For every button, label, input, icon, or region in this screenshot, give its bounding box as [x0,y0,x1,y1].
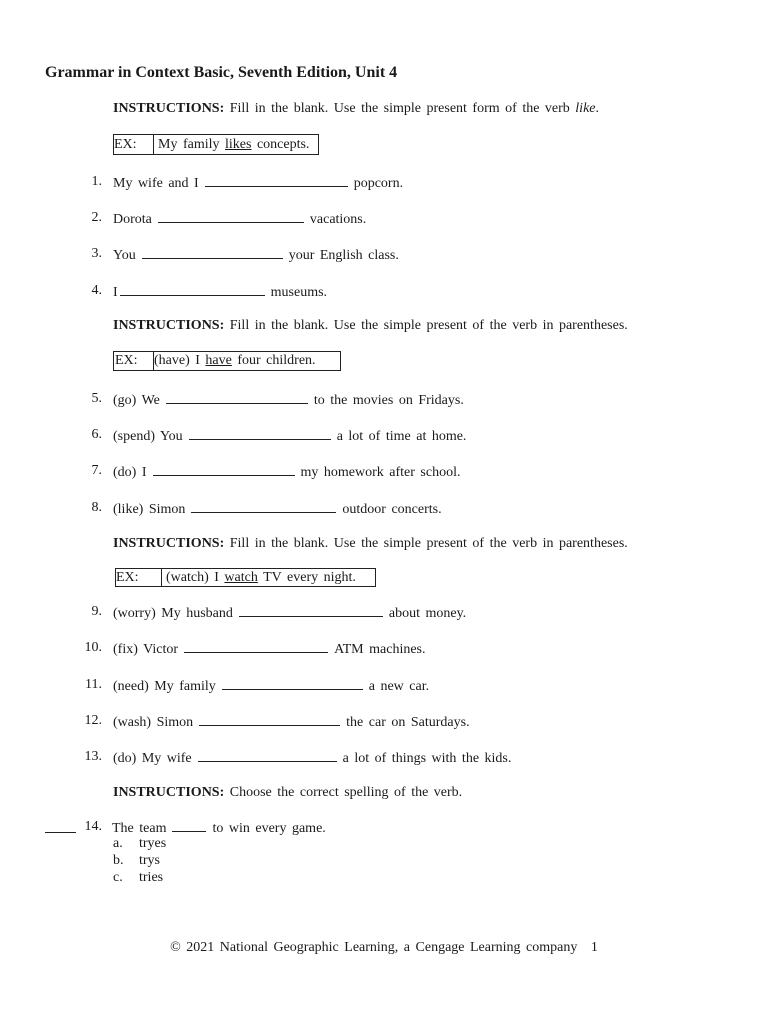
example-sentence: (watch) I watch TV every night. [166,569,356,585]
instructions-1: INSTRUCTIONS: Fill in the blank. Use the simple present form of the verb like. [113,101,600,116]
instructions-text: Fill in the blank. Use the simple present form of the verb [229,101,570,116]
example-label: EX: [116,569,162,586]
answer-blank[interactable] [199,713,340,726]
instructions-text: Fill in the blank. Use the simple present of the verb in parentheses. [229,318,628,333]
option-text: tries [139,870,164,885]
question-7: 7. (do) I my homework after school. [0,463,768,483]
option-letter: b. [113,853,124,868]
example-label: EX: [114,352,154,370]
question-9: 9. (worry) My husband about money. [0,604,768,624]
instructions-text: Fill in the blank. Use the simple present of the verb in parentheses. [229,536,628,551]
answer-blank[interactable] [142,246,283,259]
question-number: 1. [91,174,102,189]
question-3: 3. You your English class. [0,246,768,266]
page-title: Grammar in Context Basic, Seventh Edition, Unit 4 [45,64,398,81]
question-number: 13. [84,749,102,764]
answer-blank[interactable] [172,819,206,832]
question-number: 6. [91,427,102,442]
instructions-4 [113,785,462,801]
question-number: 3. [91,246,102,261]
question-11: 11. (need) My family a new car. [0,677,768,697]
question-number: 10. [84,640,102,655]
option-letter: a. [113,836,123,851]
example-answer: likes [225,136,252,152]
question-number: 8. [91,500,102,515]
question-number: 14. [84,819,102,834]
answer-blank[interactable] [222,677,363,690]
answer-blank[interactable] [239,604,383,617]
option-text: tryes [139,836,167,851]
copyright-text: © 2021 National Geographic Learning, a Cengage Learning company [170,940,578,955]
instructions-2 [113,318,628,334]
answer-blank[interactable] [198,749,337,762]
example-box-2 [113,351,341,371]
instructions-label: INSTRUCTIONS: [113,785,225,800]
option-letter: c. [113,870,123,885]
question-14: 14. The team to win every game. [0,819,768,839]
question-number: 5. [91,391,102,406]
question-number: 9. [91,604,102,619]
question-number: 12. [84,713,102,728]
page-number: 1 [590,940,598,955]
instructions-text: Choose the correct spelling of the verb. [229,785,463,800]
answer-blank[interactable] [191,500,336,513]
instructions-label: INSTRUCTIONS: [113,536,225,551]
answer-blank[interactable] [158,210,304,223]
option-a[interactable] [113,836,166,852]
question-13: 13. (do) My wife a lot of things with the kids. [0,749,768,769]
example-answer: have [205,353,232,368]
answer-blank[interactable] [205,174,348,187]
option-b[interactable] [113,853,160,869]
example-sentence: My family likes concepts. [158,136,310,152]
example-label: EX: [114,135,154,154]
question-6: 6. (spend) You a lot of time at home. [0,427,768,447]
question-8: 8. (like) Simon outdoor concerts. [0,500,768,520]
footer [0,940,768,956]
instructions-label: INSTRUCTIONS: [113,101,225,116]
question-1: 1. My wife and I popcorn. [0,174,768,194]
question-10: 10. (fix) Victor ATM machines. [0,640,768,660]
answer-blank[interactable] [120,283,265,296]
question-number: 7. [91,463,102,478]
answer-blank[interactable] [166,391,308,404]
answer-blank[interactable] [184,640,328,653]
option-text: trys [139,853,160,868]
instructions-3 [113,536,628,552]
question-number: 11. [85,677,102,692]
answer-blank[interactable] [153,463,295,476]
question-12: 12. (wash) Simon the car on Saturdays. [0,713,768,733]
answer-blank[interactable] [189,427,331,440]
instructions-label: INSTRUCTIONS: [113,318,225,333]
example-box-1 [113,134,319,155]
example-sentence: (have) I have four children. [154,353,316,368]
question-4: 4. I museums. [0,283,768,303]
example-answer: watch [224,569,258,585]
question-number: 2. [91,210,102,225]
question-2: 2. Dorota vacations. [0,210,768,230]
question-number: 4. [91,283,102,298]
example-box-3 [115,568,376,587]
question-5: 5. (go) We to the movies on Fridays. [0,391,768,411]
instructions-verb: like [575,101,596,116]
option-c[interactable] [113,870,163,886]
